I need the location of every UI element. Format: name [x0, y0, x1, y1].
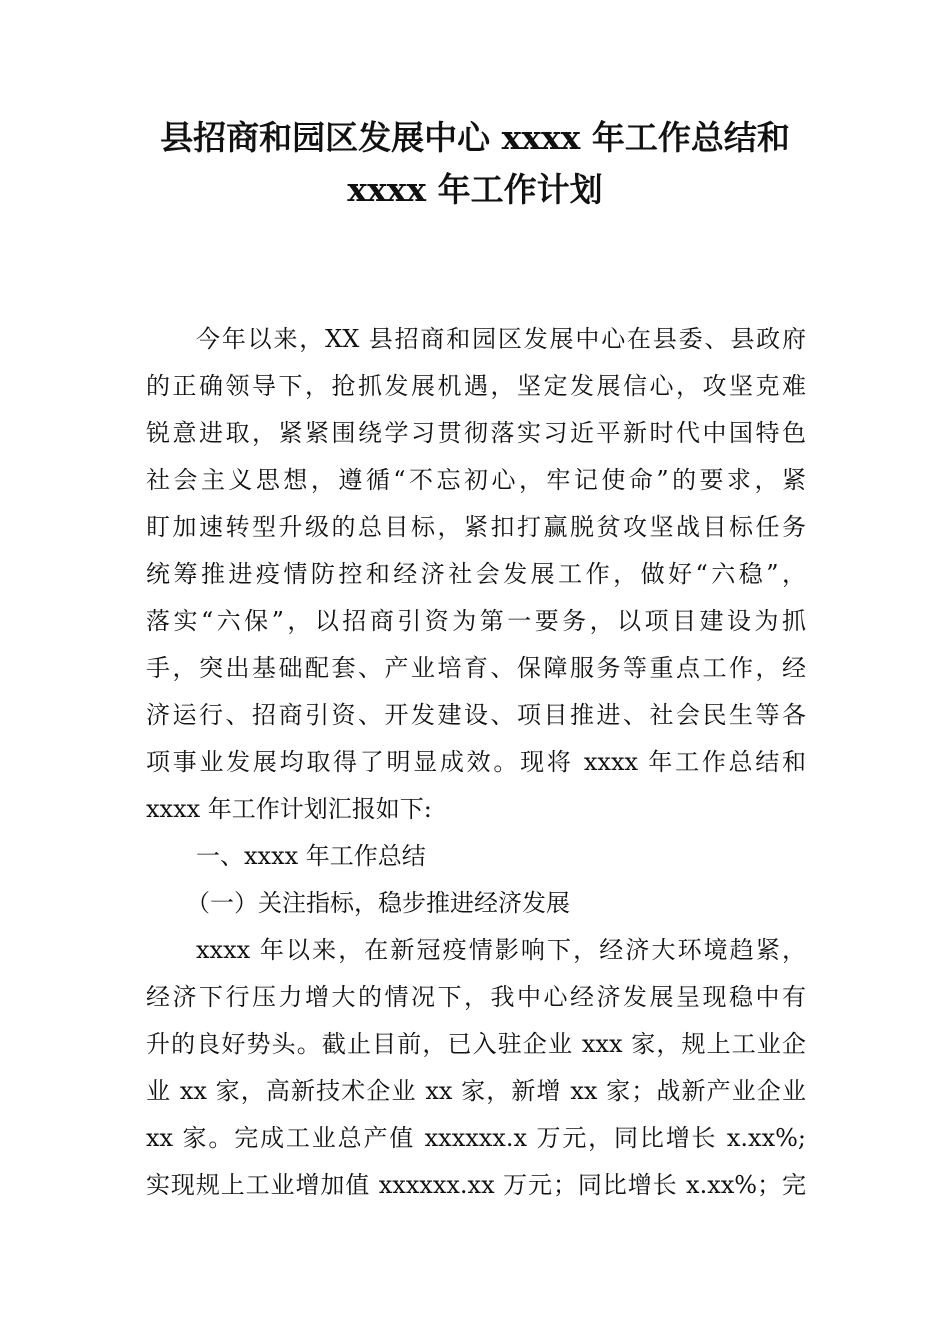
section-line: 经济下行压力增大的情况下，我中心经济发展呈现稳中有: [146, 983, 806, 1011]
intro-line: 今年以来，XX 县招商和园区发展中心在县委、县政府: [196, 325, 806, 353]
intro-line: 济运行、招商引资、开发建设、项目推进、社会民生等各: [146, 701, 806, 729]
document-body: [146, 316, 806, 1209]
section-line: 升的良好势头。截止目前，已入驻企业 xxx 家，规上工业企: [146, 1030, 806, 1058]
section-heading: 一、xxxx 年工作总结: [196, 842, 426, 870]
intro-line: 的正确领导下，抢抓发展机遇，坚定发展信心，攻坚克难: [146, 372, 806, 400]
intro-line: 锐意进取，紧紧围绕学习贯彻落实习近平新时代中国特色: [146, 419, 806, 447]
document-title: [140, 112, 810, 216]
title-line-2: xxxx 年工作计划: [347, 170, 603, 209]
intro-line: 盯加速转型升级的总目标，紧扣打赢脱贫攻坚战目标任务: [146, 513, 806, 541]
section-line: xx 家。完成工业总产值 xxxxxx.x 万元，同比增长 x.xx%;: [146, 1124, 806, 1152]
section-line: 实现规上工业增加值 xxxxxx.xx 万元；同比增长 x.xx%；完: [146, 1171, 806, 1199]
intro-line: 手，突出基础配套、产业培育、保障服务等重点工作，经: [146, 654, 806, 682]
subsection-heading: （一）关注指标，稳步推进经济发展: [186, 889, 570, 917]
intro-line: 落实“六保”，以招商引资为第一要务，以项目建设为抓: [146, 607, 806, 635]
section-line: 业 xx 家，高新技术企业 xx 家，新增 xx 家；战新产业企业: [146, 1077, 806, 1105]
title-line-1: 县招商和园区发展中心 xxxx 年工作总结和: [160, 118, 790, 157]
intro-line: 社会主义思想，遵循“不忘初心，牢记使命”的要求，紧: [146, 466, 806, 494]
intro-line: 项事业发展均取得了明显成效。现将 xxxx 年工作总结和: [146, 748, 806, 776]
intro-line: 统筹推进疫情防控和经济社会发展工作，做好“六稳”，: [146, 560, 806, 588]
section-line: xxxx 年以来，在新冠疫情影响下，经济大环境趋紧，: [196, 936, 806, 964]
intro-line: xxxx 年工作计划汇报如下:: [146, 795, 432, 823]
